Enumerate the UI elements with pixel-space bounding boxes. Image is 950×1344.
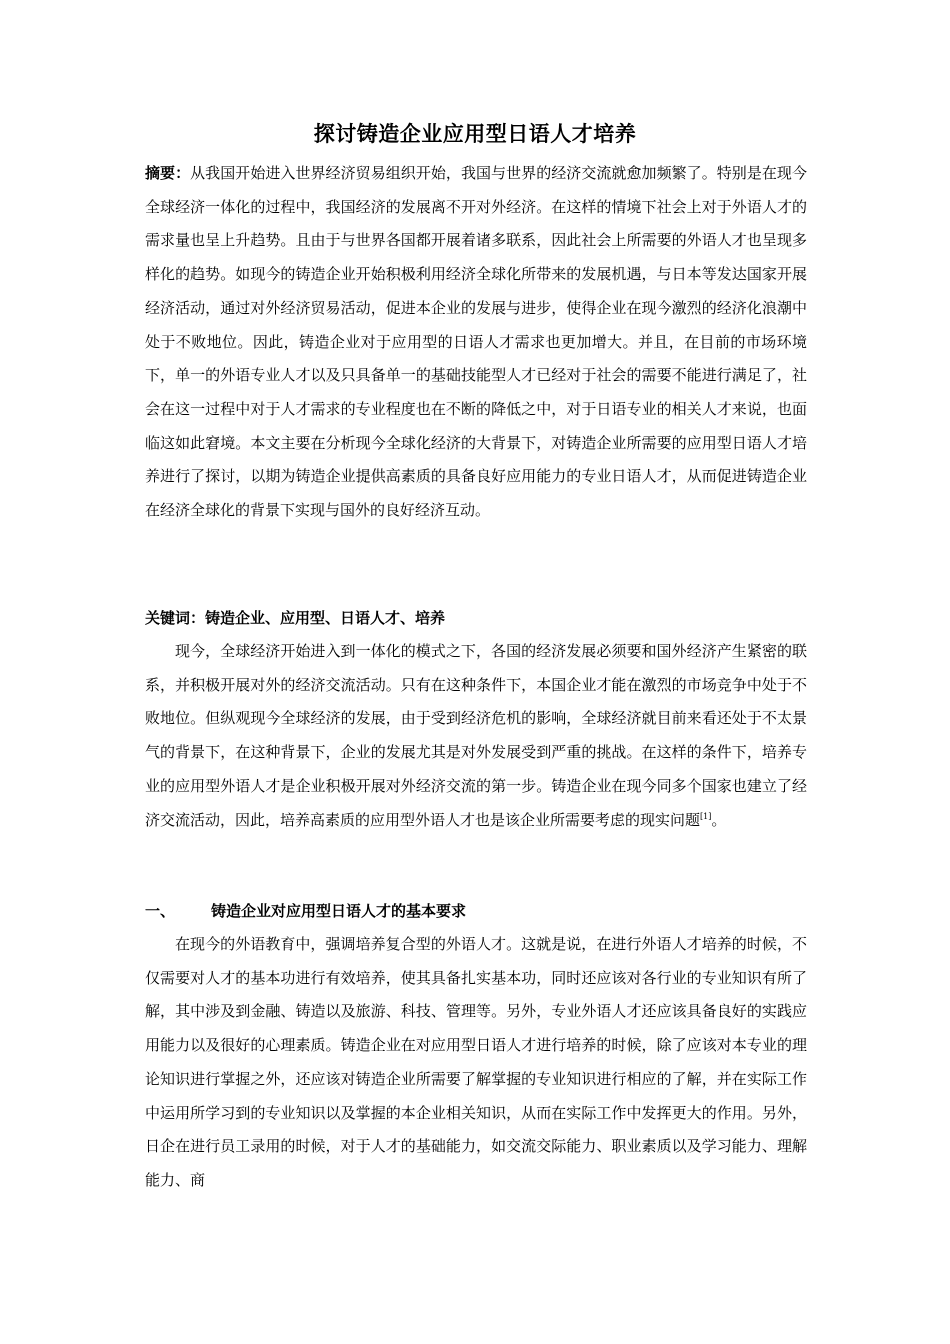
abstract-paragraph (145, 157, 807, 528)
keywords-line: 关键词：铸造企业、应用型、日语人才、培养 (145, 609, 446, 627)
section-number: 一、 (145, 902, 176, 920)
section-title: 铸造企业对应用型日语人才的基本要求 (211, 902, 467, 920)
section-paragraph: 在现今的外语教育中，强调培养复合型的外语人才。这就是说，在进行外语人才培养的时候，不仅需要对人才的基本功进行有效培养，使其具备扎实基本功，同时还应该对各行业的专业知识有所了解，其中涉及到金融、铸造以及旅游、科技、管理等。另外，专业外语人才还应该具备良好的实践应用能力以及很好的心理素质。铸造企业在对应用型日语人才进行培养的时候，除了应该对本专业的理论知识进行掌握之外，还应该对铸造企业所需要了解掌握的专业知识进行相应的了解，并在实际工作中运用所学习到的专业知识以及掌握的本企业相关知识，从而在实际工作中发挥更大的作用。另外，日企在进行员工录用的时候，对于人才的基础能力，如交流交际能力、职业素质以及学习能力、理解能力、商 (145, 935, 807, 1189)
section-heading (145, 895, 807, 929)
citation-reference: [1] (700, 811, 712, 821)
document-title: 探讨铸造企业应用型日语人才培养 (313, 121, 637, 146)
abstract-label: 摘要： (145, 164, 191, 182)
intro-end: 。 (711, 810, 727, 829)
abstract-text: 从我国开始进入世界经济贸易组织开始，我国与世界的经济交流就愈加频繁了。特别是在现今全球经济一体化的过程中，我国经济的发展离不开对外经济。在这样的情境下社会上对于外语人才的需求量也呈上升趋势。且由于与世界各国都开展着诸多联系，因此社会上所需要的外语人才也呈现多样化的趋势。如现今的铸造企业开始积极利用经济全球化所带来的发展机遇，与日本等发达国家开展经济活动，通过对外经济贸易活动，促进本企业的发展与进步，使得企业在现今激烈的经济化浪潮中处于不败地位。因此，铸造企业对于应用型的日语人才需求也更加增大。并且，在目前的市场环境下，单一的外语专业人才以及只具备单一的基础技能型人才已经对于社会的需要不能进行满足了，社会在这一过程中对于人才需求的专业程度也在不断的降低之中，对于日语专业的相关人才来说，也面临这如此窘境。本文主要在分析现今全球化经济的大背景下，对铸造企业所需要的应用型日语人才培养进行了探讨，以期为铸造企业提供高素质的具备良好应用能力的专业日语人才，从而促进铸造企业在经济全球化的背景下实现与国外的良好经济互动。 (145, 164, 807, 520)
intro-text: 现今，全球经济开始进入到一体化的模式之下，各国的经济发展必须要和国外经济产生紧密的联系，并积极开展对外的经济交流活动。只有在这种条件下，本国企业才能在激烈的市场竞争中处于不败地位。但纵观现今全球经济的发展，由于受到经济危机的影响，全球经济就目前来看还处于不太景气的背景下，在这种背景下，企业的发展尤其是对外发展受到严重的挑战。在这样的条件下，培养专业的应用型外语人才是企业积极开展对外经济交流的第一步。铸造企业在现今同多个国家也建立了经济交流活动，因此，培养高素质的应用型外语人才也是该企业所需要考虑的现实问题 (145, 642, 807, 829)
intro-paragraph (145, 635, 807, 837)
